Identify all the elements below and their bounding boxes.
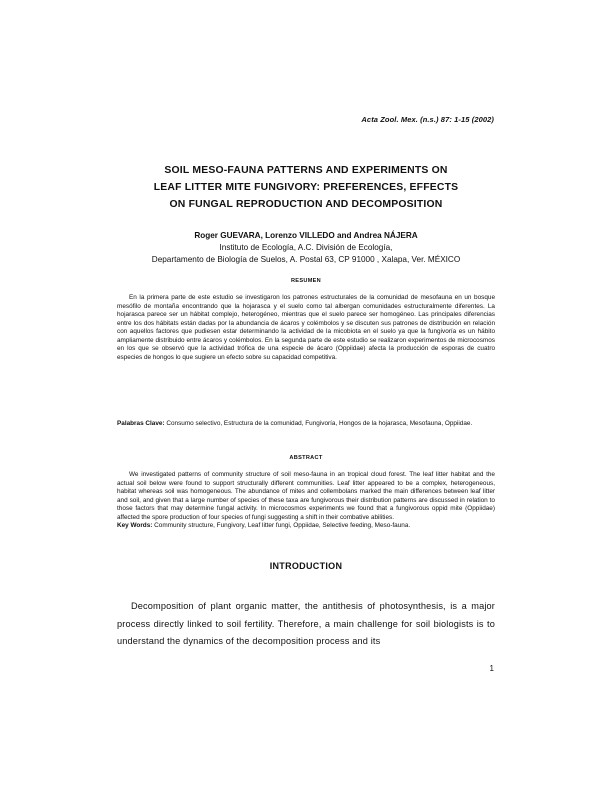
introduction-heading: INTRODUCTION: [269, 561, 343, 571]
resumen-body: En la primera parte de este estudio se investigaron los patrones estructurales de la comunidad de mesofauna en un bosque mesófilo de montaña encontrando que la hojarasca y el suelo como tal albergan comunidades estructuralmente diferentes. La hojarasca parece ser un hábitat complejo, heterogéneo, mientras que el suelo parece ser homogéneo. Las principales diferencias entre los dos hábitats están dadas por la abundancia de ácaros y colémbolos y se discuten sus patrones de distribución en relación con aquellos factores que pudiesen estar determinando la actividad de la micobiota en el suelo ya que la fungivoría es un hábito ampliamente distribuido entre ácaros y colémbolos. En la segunda parte de este estudio se realizaron experimentos de microcosmos en los que se observó que la actividad trófica de una especie de ácaro (Oppiidae) afecta la producción de esporas de cuatro especies de hongos lo que sugiere un efecto sobre su capacidad competitiva.: [117, 294, 495, 361]
affiliation-line: Instituto de Ecología, A.C. División de Ecología,: [219, 243, 393, 252]
title-line: SOIL MESO-FAUNA PATTERNS AND EXPERIMENTS ON: [164, 165, 448, 176]
introduction-body: Decomposition of plant organic matter, the antithesis of photosynthesis, is a major process directly linked to soil fertility. Therefore, a main challenge for soil biologists is to understand the dynamics of the decomposition process and its: [117, 601, 495, 646]
page-number: 1: [489, 664, 494, 673]
keywords-text: Community structure, Fungivory, Leaf litter fungi, Oppiidae, Selective feeding, Meso-fauna.: [152, 522, 411, 529]
resumen-keywords: [117, 420, 495, 429]
keywords-label: Palabras Clave:: [117, 420, 165, 427]
title-line: ON FUNGAL REPRODUCTION AND DECOMPOSITION: [169, 199, 443, 210]
author-names: Roger GUEVARA, Lorenzo VILLEDO and Andrea NÁJERA: [194, 231, 418, 240]
author-block: [100, 230, 512, 266]
resumen-heading: RESUMEN: [290, 278, 322, 284]
affiliation-line: Departamento de Biología de Suelos, A. Postal 63, CP 91000 , Xalapa, Ver. MÉXICO: [151, 255, 461, 264]
keywords-text: Consumo selectivo, Estructura de la comunidad, Fungivoría, Hongos de la hojarasca, Mesofauna, Oppiidae.: [164, 420, 473, 427]
abstract-body: We investigated patterns of community structure of soil meso-fauna in an tropical cloud forest. The leaf litter habitat and the actual soil below were found to support structurally different communities. Leaf litter appeared to be a complex, heterogeneous, habitat whereas soil was homogeneous. The abundance of mites and collembolans marked the main differences between leaf litter and soil, and given that a large number of species of these taxa are fungivorous their distribution patterns are discussed in relation to those factors that may determine fungal activity. In microcosmos experiments we found that a fungivorous oppid mite (Oppiidae) affected the spore production of four species of fungi suggesting a shift in their combative abilities.: [117, 471, 495, 521]
keywords-label: Key Words:: [117, 522, 153, 529]
abstract-keywords: [117, 522, 495, 531]
article-title: [100, 162, 512, 213]
title-line: LEAF LITTER MITE FUNGIVORY: PREFERENCES, EFFECTS: [153, 182, 459, 193]
abstract-heading: ABSTRACT: [289, 455, 323, 461]
journal-citation: Acta Zool. Mex. (n.s.) 87: 1-15 (2002): [361, 115, 494, 124]
